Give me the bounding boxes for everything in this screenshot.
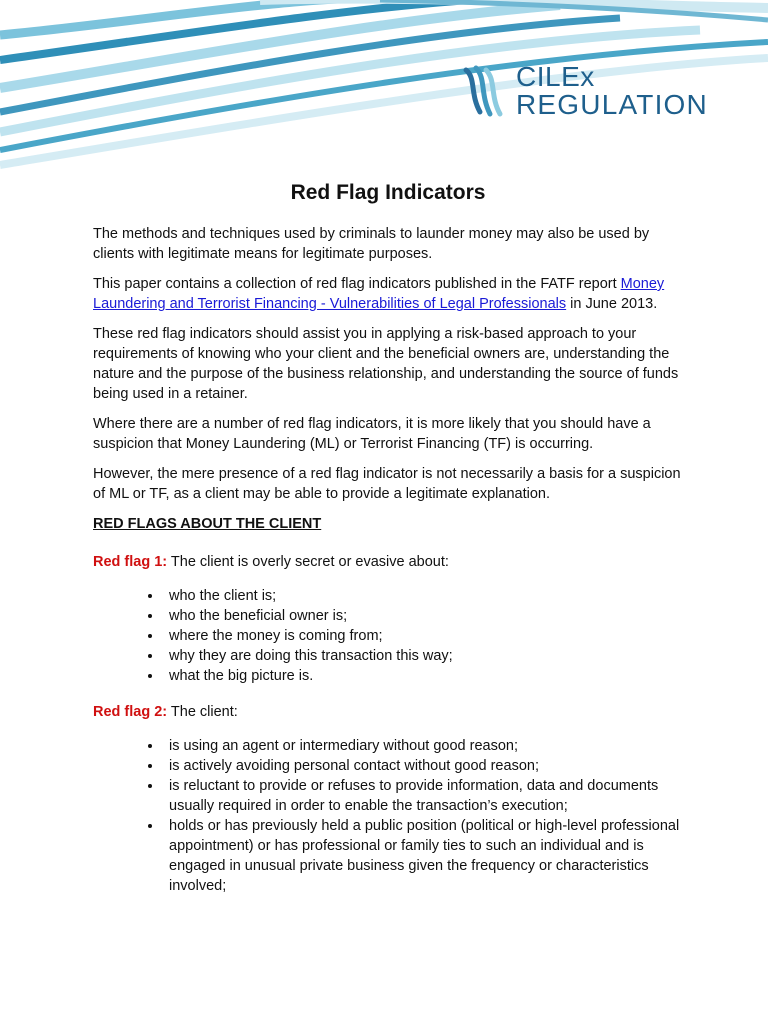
red-flag-1-text: The client is overly secret or evasive about: [167, 554, 449, 570]
document-title: Red Flag Indicators [290, 181, 486, 204]
red-flag-2-text: The client: [167, 704, 238, 720]
red-flag-2 [93, 702, 683, 722]
list-item: • what the big picture is. [163, 666, 683, 686]
intro-paragraph-2 [93, 274, 683, 314]
list-item: • is actively avoiding personal contact without good reason; [163, 756, 683, 776]
red-flag-1-list [93, 586, 683, 686]
intro-paragraph-1: The methods and techniques used by criminals to launder money may also be used by clients with legitimate means for legitimate purposes. [93, 226, 650, 262]
list-item: • why they are doing this transaction this way; [163, 646, 683, 666]
list-item: • holds or has previously held a public position (political or high-level professional appointment) or has professional or family ties to such an individual and is engaged in unusual private business given the frequency or characteristics involved; [163, 816, 683, 896]
red-flag-2-list [93, 736, 683, 896]
intro-paragraph-4: Where there are a number of red flag indicators, it is more likely that you should have a suspicion that Money Laundering (ML) or Terrorist Financing (TF) is occurring. [93, 416, 651, 452]
logo-text-regulation: REGULATION [516, 89, 708, 120]
list-item: • where the money is coming from; [163, 626, 683, 646]
cilex-wave-mark-icon [460, 64, 506, 118]
intro-2-text-after: in June 2013. [566, 296, 658, 312]
red-flag-2-label: Red flag 2: [93, 704, 168, 720]
list-item: • is using an agent or intermediary without good reason; [163, 736, 683, 756]
red-flag-1-label: Red flag 1: [93, 554, 168, 570]
intro-paragraph-5: However, the mere presence of a red flag indicator is not necessarily a basis for a suspicion of ML or TF, as a client may be able to provide a legitimate explanation. [93, 466, 681, 502]
red-flag-1 [93, 552, 683, 572]
logo-text-cilex: CILEx [516, 61, 595, 92]
section-heading: RED FLAGS ABOUT THE CLIENT [93, 516, 322, 532]
list-item: • is reluctant to provide or refuses to provide information, data and documents usually required in order to enable the transaction’s execution; [163, 776, 683, 816]
cilex-regulation-logo [460, 62, 730, 126]
list-item: • who the client is; [163, 586, 683, 606]
list-item: • who the beneficial owner is; [163, 606, 683, 626]
document-body [93, 178, 683, 912]
fatf-report-link[interactable]: Money Laundering and Terrorist Financing - Vulnerabilities of Legal Professionals [93, 276, 665, 312]
intro-2-text-before: This paper contains a collection of red flag indicators published in the FATF report [93, 276, 621, 292]
intro-paragraph-3: These red flag indicators should assist you in applying a risk-based approach to your requirements of knowing who your client and the beneficial owners are, understanding the nature and the purpose of the business relationship, and understanding the source of funds being used in a retainer. [93, 326, 679, 402]
